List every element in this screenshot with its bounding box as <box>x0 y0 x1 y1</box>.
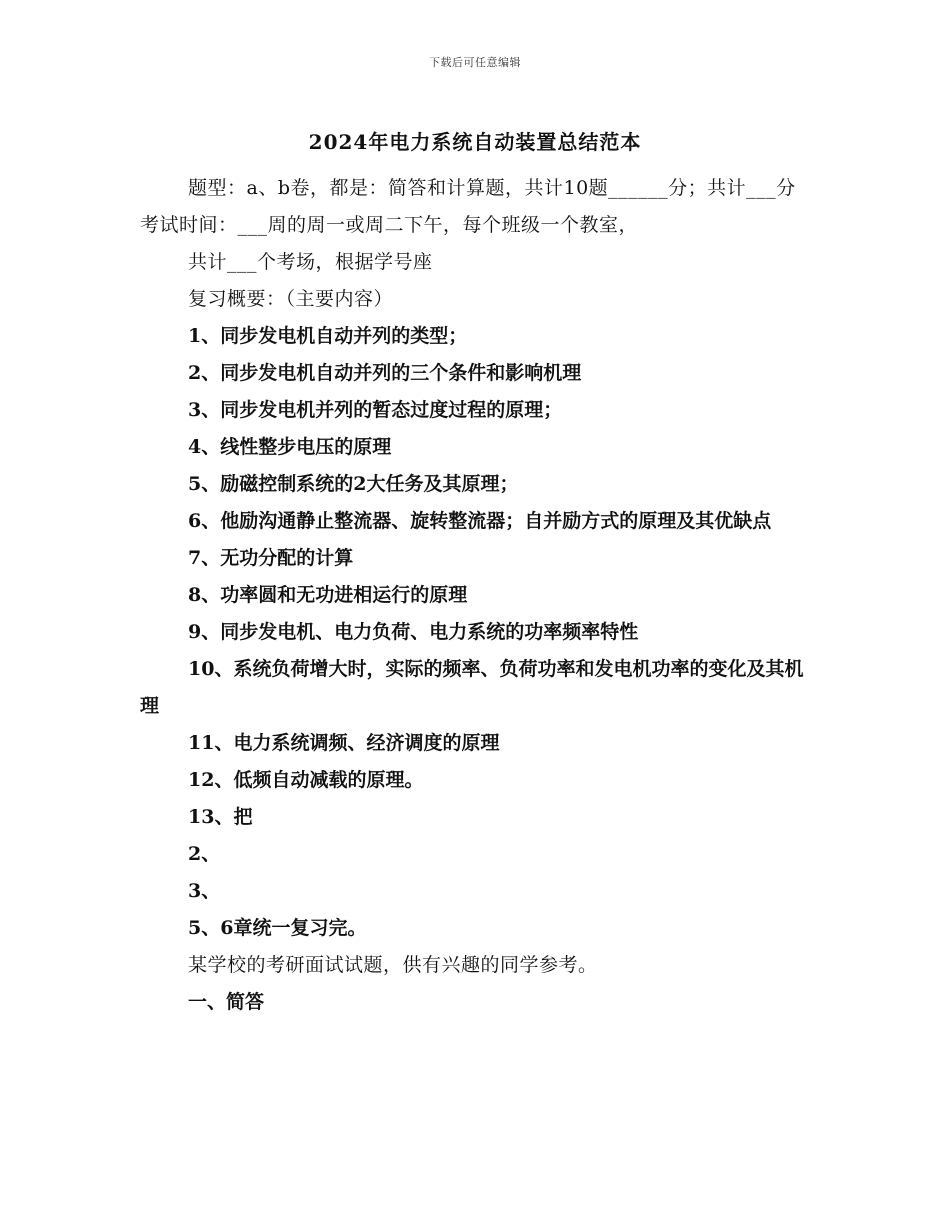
list-item: 5、6章统一复习完。 <box>188 917 367 939</box>
list-item: 5、励磁控制系统的2大任务及其原理； <box>188 473 519 495</box>
page-header: 下载后可任意编辑 <box>429 56 521 69</box>
paragraph-interview-note: 某学校的考研面试试题，供有兴趣的同学参考。 <box>188 954 598 976</box>
list-item: 9、同步发电机、电力负荷、电力系统的功率频率特性 <box>188 621 639 643</box>
paragraph-exam-room: 共计___个考场，根据学号座 <box>188 251 433 273</box>
list-item: 1、同步发电机自动并列的类型； <box>188 325 468 347</box>
document-body <box>140 170 812 1021</box>
list-item: 6、他励沟通静止整流器、旋转整流器；自并励方式的原理及其优缺点 <box>188 510 772 532</box>
list-item: 7、无功分配的计算 <box>188 547 354 569</box>
list-item: 12、低频自动减载的原理。 <box>188 769 424 791</box>
document-title: 2024年电力系统自动装置总结范本 <box>308 130 642 154</box>
paragraph-exam-info: 题型：a、b卷，都是：简答和计算题，共计10题______分；共计___分考试时间：___周的周一或周二下午，每个班级一个教室， <box>140 177 796 236</box>
paragraph-review-summary: 复习概要：（主要内容） <box>188 288 394 310</box>
list-item: 2、同步发电机自动并列的三个条件和影响机理 <box>188 362 582 384</box>
list-item: 11、电力系统调频、经济调度的原理 <box>188 732 500 754</box>
list-item: 13、把 <box>188 806 253 828</box>
list-item: 4、线性整步电压的原理 <box>188 436 392 458</box>
list-item: 2、 <box>188 843 221 865</box>
list-item: 10、系统负荷增大时，实际的频率、负荷功率和发电机功率的变化及其机理 <box>140 658 804 717</box>
list-item: 8、功率圆和无功进相运行的原理 <box>188 584 468 606</box>
list-item: 3、同步发电机并列的暂态过度过程的原理； <box>188 399 563 421</box>
list-item: 3、 <box>188 880 221 902</box>
section-heading: 一、简答 <box>188 991 265 1013</box>
